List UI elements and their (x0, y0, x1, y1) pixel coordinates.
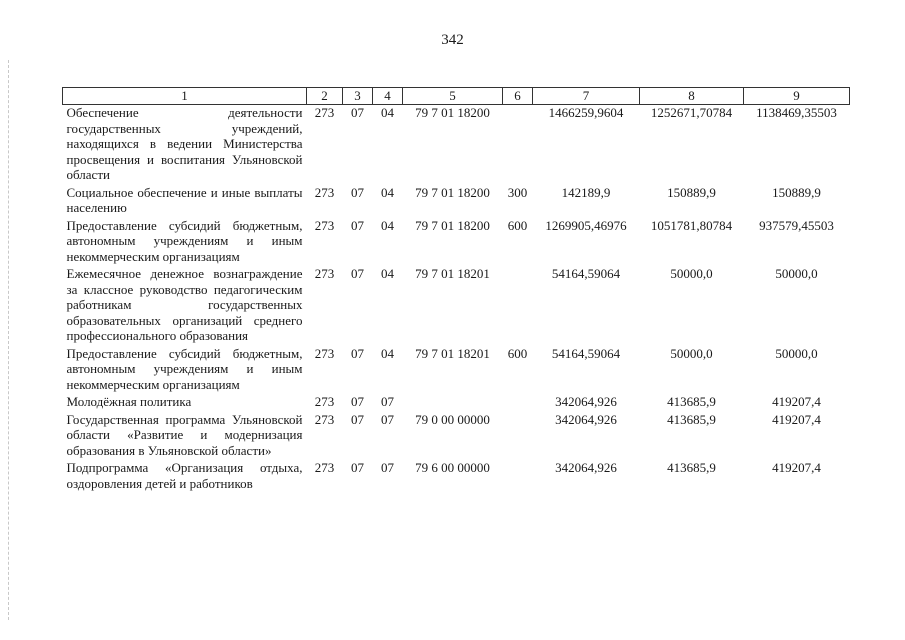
cell-value-8: 413685,9 (667, 411, 716, 427)
cell-admin: 273 (314, 394, 335, 409)
cell-expense-type (503, 412, 533, 461)
scan-left-edge (8, 60, 10, 620)
cell-section: 07 (351, 460, 364, 475)
row-name: Ежемесячное денежное вознаграждение за классное руководство педагогическим работникам государственных образовательных организаций среднего профессионального образования (66, 266, 303, 343)
cell-value-8: 150889,9 (667, 184, 716, 200)
cell-value-8: 413685,9 (667, 460, 716, 475)
cell-value-8: 50000,0 (670, 266, 713, 281)
cell-section: 07 (351, 345, 364, 361)
cell-target: 79 7 01 18200 (415, 184, 490, 200)
cell-target: 79 6 00 00000 (415, 460, 490, 475)
column-header: 1 (63, 88, 307, 105)
cell-expense-type (503, 266, 533, 346)
cell-value-7: 1269905,46976 (545, 217, 627, 233)
cell-value-8: 50000,0 (670, 345, 713, 361)
budget-table (62, 87, 850, 493)
row-name: Предоставление субсидий бюджетным, автономным учреждениям и иным некоммерческим организациям (66, 345, 303, 392)
cell-subsection: 04 (381, 266, 394, 281)
cell-value-8: 1051781,80784 (650, 217, 733, 233)
cell-section: 07 (351, 217, 364, 233)
cell-value-7: 1466259,9604 (548, 105, 624, 120)
cell-expense-type: 300 (507, 184, 528, 200)
cell-value-7: 54164,59064 (551, 266, 621, 281)
table-row (63, 218, 850, 267)
cell-value-7: 342064,926 (555, 460, 617, 475)
cell-admin: 273 (314, 266, 335, 281)
cell-section: 07 (351, 411, 364, 427)
header-row (63, 88, 850, 105)
cell-section: 07 (351, 266, 364, 281)
cell-expense-type: 600 (507, 217, 528, 233)
table-row (63, 346, 850, 395)
cell-value-8: 1252671,70784 (650, 105, 733, 120)
cell-admin: 273 (314, 217, 335, 233)
cell-subsection: 04 (381, 105, 394, 120)
cell-value-7: 142189,9 (561, 184, 611, 200)
cell-admin: 273 (314, 345, 335, 361)
column-header: 7 (533, 88, 640, 105)
page-number: 342 (441, 32, 464, 48)
cell-target (403, 394, 503, 412)
cell-subsection: 07 (381, 411, 394, 427)
cell-expense-type (503, 105, 533, 185)
cell-target: 79 0 00 00000 (415, 411, 490, 427)
column-header: 2 (307, 88, 343, 105)
cell-value-9: 50000,0 (775, 266, 818, 281)
cell-value-9: 1138469,35503 (756, 105, 837, 120)
row-name: Государственная программа Ульяновской области «Развитие и модернизация образования в Ульяновской области» (66, 411, 303, 458)
cell-admin: 273 (314, 460, 335, 475)
cell-section: 07 (351, 105, 364, 120)
row-name: Обеспечение деятельности государственных учреждений, находящихся в ведении Министерства просвещения и воспитания Ульяновской области (66, 105, 303, 182)
cell-value-9: 150889,9 (772, 184, 821, 200)
cell-value-7: 342064,926 (555, 394, 617, 409)
table-row (63, 185, 850, 218)
cell-subsection: 04 (381, 184, 394, 200)
column-header: 8 (640, 88, 744, 105)
table-row (63, 266, 850, 346)
cell-expense-type (503, 394, 533, 412)
cell-value-9: 419207,4 (772, 411, 821, 427)
row-name: Молодёжная политика (66, 394, 192, 409)
cell-subsection: 04 (381, 345, 394, 361)
cell-subsection: 07 (381, 394, 394, 409)
table-row (63, 105, 850, 185)
cell-section: 07 (351, 394, 364, 409)
column-header: 9 (744, 88, 850, 105)
cell-admin: 273 (314, 184, 335, 200)
column-header: 5 (403, 88, 503, 105)
cell-target: 79 7 01 18201 (415, 345, 490, 361)
cell-value-7: 342064,926 (555, 411, 617, 427)
column-header: 4 (373, 88, 403, 105)
cell-admin: 273 (314, 105, 335, 120)
cell-value-7: 54164,59064 (551, 345, 621, 361)
column-header: 6 (503, 88, 533, 105)
table-row (63, 412, 850, 461)
cell-target: 79 7 01 18201 (415, 266, 490, 281)
cell-admin: 273 (314, 411, 335, 427)
table-row (63, 460, 850, 493)
cell-expense-type: 600 (507, 345, 528, 361)
row-name: Предоставление субсидий бюджетным, автономным учреждениям и иным некоммерческим организациям (66, 217, 303, 264)
table-row (63, 394, 850, 412)
cell-value-9: 419207,4 (772, 460, 821, 475)
cell-value-9: 50000,0 (775, 345, 818, 361)
cell-value-8: 413685,9 (667, 394, 716, 409)
cell-value-9: 937579,45503 (759, 217, 834, 233)
cell-value-9: 419207,4 (772, 394, 821, 409)
row-name: Подпрограмма «Организация отдыха, оздоровления детей и работников (66, 460, 303, 491)
cell-expense-type (503, 460, 533, 493)
cell-subsection: 07 (381, 460, 394, 475)
cell-target: 79 7 01 18200 (415, 105, 490, 120)
cell-subsection: 04 (381, 217, 394, 233)
cell-section: 07 (351, 184, 364, 200)
column-header: 3 (343, 88, 373, 105)
row-name: Социальное обеспечение и иные выплаты населению (66, 184, 303, 215)
cell-target: 79 7 01 18200 (415, 217, 490, 233)
